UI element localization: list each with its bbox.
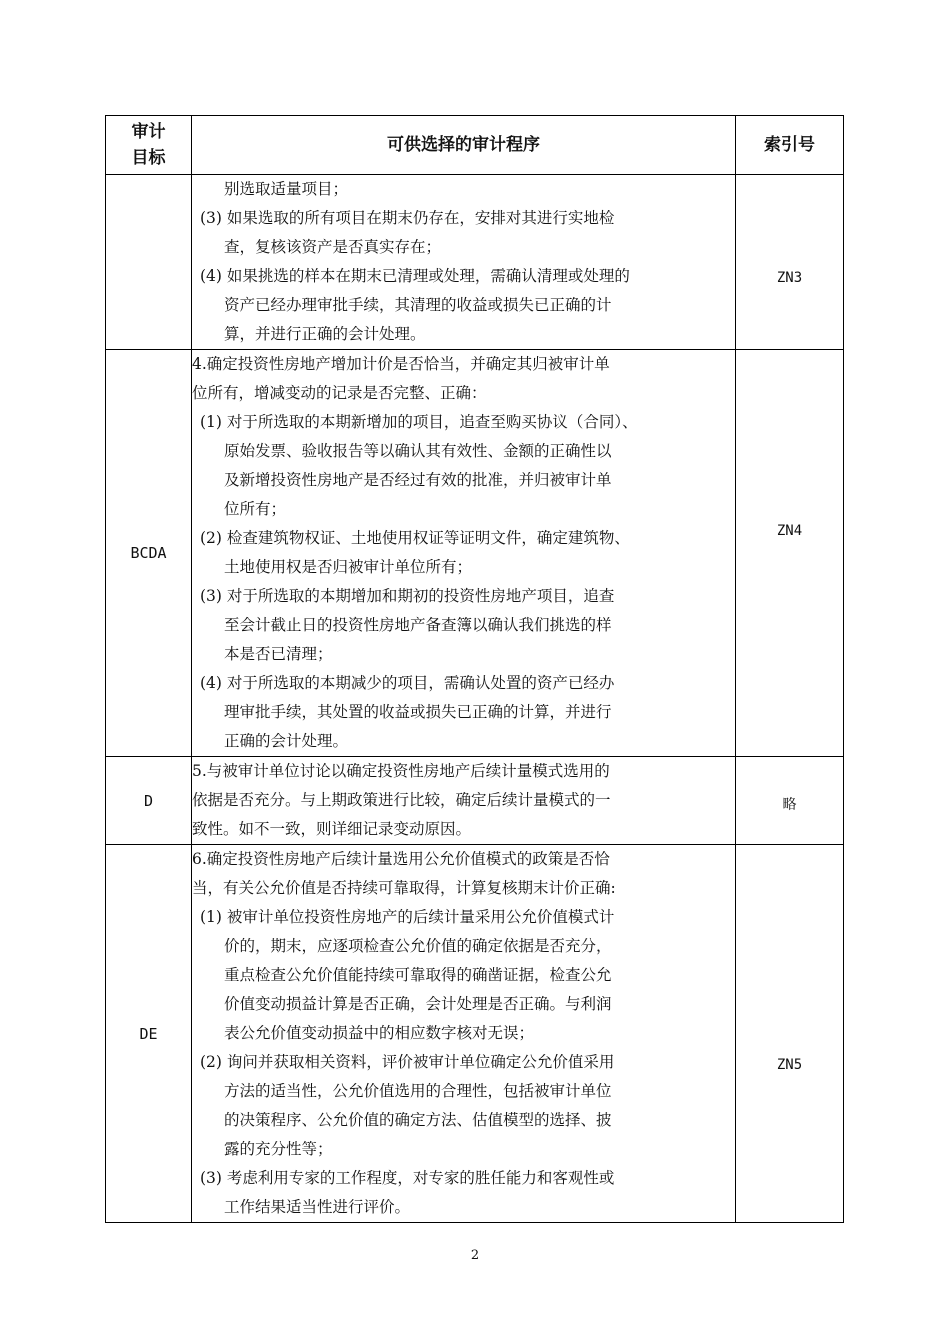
procedure-cell — [192, 757, 736, 845]
procedure-line: 重点检查公允价值能持续可靠取得的确凿证据，检查公允 — [224, 966, 612, 984]
procedure-line: 正确的会计处理。 — [224, 732, 349, 750]
procedure-line: 依据是否充分。与上期政策进行比较，确定后续计量模式的一 — [192, 791, 611, 809]
procedure-cell — [192, 845, 736, 1223]
procedure-line: 表公允价值变动损益中的相应数字核对无误； — [224, 1024, 535, 1042]
procedure-cell — [192, 350, 736, 757]
index-cell — [736, 175, 844, 350]
procedure-cell — [192, 175, 736, 350]
goal-cell: DE — [106, 845, 192, 1223]
procedure-line: 6.确定投资性房地产后续计量选用公允价值模式的政策是否恰 — [192, 850, 610, 868]
table-row — [106, 845, 844, 1223]
procedure-line: 4.确定投资性房地产增加计价是否恰当，并确定其归被审计单 — [192, 355, 610, 373]
procedure-line: (4) 对于所选取的本期减少的项目，需确认处置的资产已经办 — [200, 674, 615, 692]
procedure-line: 至会计截止日的投资性房地产备查簿以确认我们挑选的样 — [224, 616, 612, 634]
procedure-line: (3) 考虑利用专家的工作程度，对专家的胜任能力和客观性或 — [200, 1169, 615, 1187]
procedure-line: 价的，期末，应逐项检查公允价值的确定依据是否充分， — [224, 937, 612, 955]
procedure-line: 及新增投资性房地产是否经过有效的批准，并归被审计单 — [224, 471, 612, 489]
procedure-line: 位所有，增减变动的记录是否完整、正确： — [192, 384, 487, 402]
table-header-row — [106, 116, 844, 175]
procedure-line: 工作结果适当性进行评价。 — [224, 1198, 411, 1216]
page-number: 2 — [470, 1248, 480, 1263]
header-goal-line2: 目标 — [131, 148, 166, 168]
goal-cell — [106, 175, 192, 350]
index-value: 略 — [782, 796, 797, 813]
procedure-line: 算，并进行正确的会计处理。 — [224, 325, 426, 343]
procedure-line: 原始发票、验收报告等以确认其有效性、金额的正确性以 — [224, 442, 612, 460]
procedure-line: (4) 如果挑选的样本在期末已清理或处理，需确认清理或处理的 — [200, 267, 630, 285]
procedure-line: 本是否已清理； — [224, 645, 333, 663]
procedure-line: (2) 询问并获取相关资料，评价被审计单位确定公允价值采用 — [200, 1053, 615, 1071]
index-value: ZN4 — [776, 523, 803, 539]
procedure-line: 当，有关公允价值是否持续可靠取得，计算复核期末计价正确: — [192, 879, 616, 897]
table-row — [106, 175, 844, 350]
procedure-line: 理审批手续，其处置的收益或损失已正确的计算，并进行 — [224, 703, 612, 721]
procedure-line: 位所有； — [224, 500, 287, 518]
procedure-line: (3) 对于所选取的本期增加和期初的投资性房地产项目，追查 — [200, 587, 615, 605]
procedure-line: 土地使用权是否归被审计单位所有； — [224, 558, 473, 576]
procedure-line: (1) 对于所选取的本期新增加的项目，追查至购买协议（合同）、 — [200, 413, 638, 431]
procedure-line: 查，复核该资产是否真实存在； — [224, 238, 442, 256]
procedure-line: 价值变动损益计算是否正确，会计处理是否正确。与利润 — [224, 995, 612, 1013]
index-value: ZN3 — [776, 270, 803, 286]
procedure-line: 资产已经办理审批手续，其清理的收益或损失已正确的计 — [224, 296, 612, 314]
table-row — [106, 350, 844, 757]
procedure-line: (2) 检查建筑物权证、土地使用权证等证明文件，确定建筑物、 — [200, 529, 630, 547]
header-goal — [106, 116, 192, 175]
header-procedure: 可供选择的审计程序 — [192, 116, 736, 175]
index-cell — [736, 757, 844, 845]
goal-cell: D — [106, 757, 192, 845]
index-cell — [736, 350, 844, 757]
index-value: ZN5 — [776, 1056, 803, 1073]
goal-cell: BCDA — [106, 350, 192, 757]
procedure-line: (3) 如果选取的所有项目在期末仍存在，安排对其进行实地检 — [200, 209, 615, 227]
header-goal-line1: 审计 — [131, 122, 166, 142]
procedure-line: 致性。如不一致，则详细记录变动原因。 — [192, 820, 472, 838]
procedure-line: 别选取适量项目； — [224, 180, 349, 198]
index-cell — [736, 845, 844, 1223]
audit-procedure-table — [105, 115, 844, 1223]
header-index: 索引号 — [736, 116, 844, 175]
procedure-line: 露的充分性等； — [224, 1140, 333, 1158]
procedure-line: 5.与被审计单位讨论以确定投资性房地产后续计量模式选用的 — [192, 762, 610, 780]
procedure-line: (1) 被审计单位投资性房地产的后续计量采用公允价值模式计 — [200, 908, 615, 926]
procedure-line: 方法的适当性，公允价值选用的合理性，包括被审计单位 — [224, 1082, 612, 1100]
procedure-line: 的决策程序、公允价值的确定方法、估值模型的选择、披 — [224, 1111, 612, 1129]
table-row — [106, 757, 844, 845]
